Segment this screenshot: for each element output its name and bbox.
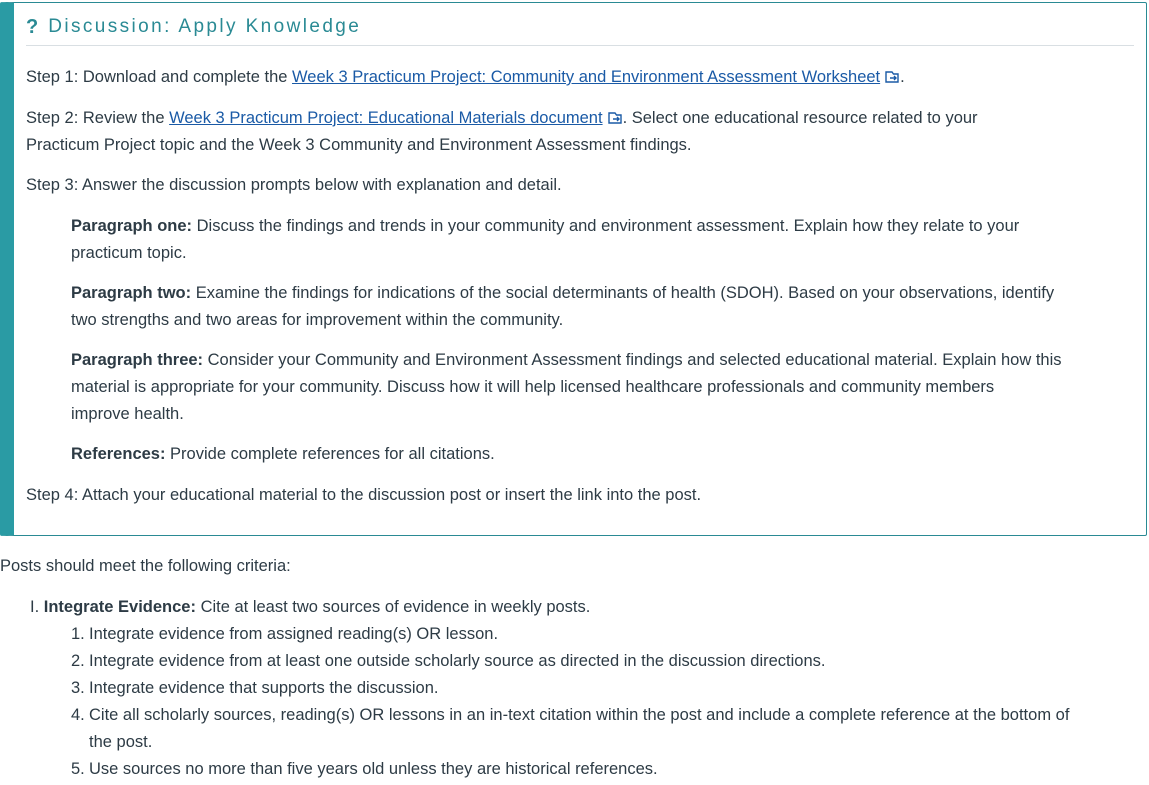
step-3: Step 3: Answer the discussion prompts below with explanation and detail. [26,176,562,194]
card-header [26,15,1134,46]
external-link-icon[interactable] [884,70,900,84]
list-item: 2. Integrate evidence from at least one outside scholarly source as directed in the discussion directions. [71,652,826,670]
external-link-icon[interactable] [607,111,623,125]
list-item: 1. Integrate evidence from assigned reading(s) OR lesson. [71,625,499,643]
step-1: Step 1: Download and complete the Week 3 Practicum Project: Community and Environment Assessment Worksheet . [26,68,905,86]
criteria-intro: Posts should meet the following criteria: [0,557,291,575]
list-item: 5. Use sources no more than five years old unless they are historical references. [71,760,658,778]
paragraph-three-prompt: Paragraph three: Consider your Community and Environment Assessment findings and selected educational material. Explain how this material is appropriate for your community. Discuss how it will help licensed healthcare professionals and community members improve health. [71,351,1062,423]
list-item: 4. Cite all scholarly sources, reading(s) OR lessons in an in-text citation within the post and include a complete reference at the bottom of the post. [71,706,1070,751]
step-4: Step 4: Attach your educational material to the discussion post or insert the link into the post. [26,486,702,504]
question-mark-icon: ? [26,16,39,38]
paragraph-one-prompt: Paragraph one: Discuss the findings and trends in your community and environment assessment. Explain how they relate to your practicum topic. [71,217,1020,262]
step-2: Step 2: Review the Week 3 Practicum Project: Educational Materials document . Select one educational resource related to your Practicum Project topic and the Week 3 Community and Environment Assessment findings. [26,109,978,154]
criteria-main-item: I. Integrate Evidence: Cite at least two sources of evidence in weekly posts. [30,598,591,616]
list-item: 3. Integrate evidence that supports the discussion. [71,679,439,697]
educational-materials-link[interactable]: Week 3 Practicum Project: Educational Materials document [169,109,603,127]
criteria-list [71,621,1149,783]
card-title: Discussion: Apply Knowledge [48,16,362,37]
references-prompt: References: Provide complete references for all citations. [71,445,495,463]
paragraph-two-prompt: Paragraph two: Examine the findings for indications of the social determinants of health (SDOH). Based on your observations, identify two strengths and two areas for improvement within the community. [71,284,1055,329]
worksheet-link[interactable]: Week 3 Practicum Project: Community and Environment Assessment Worksheet [292,68,881,86]
